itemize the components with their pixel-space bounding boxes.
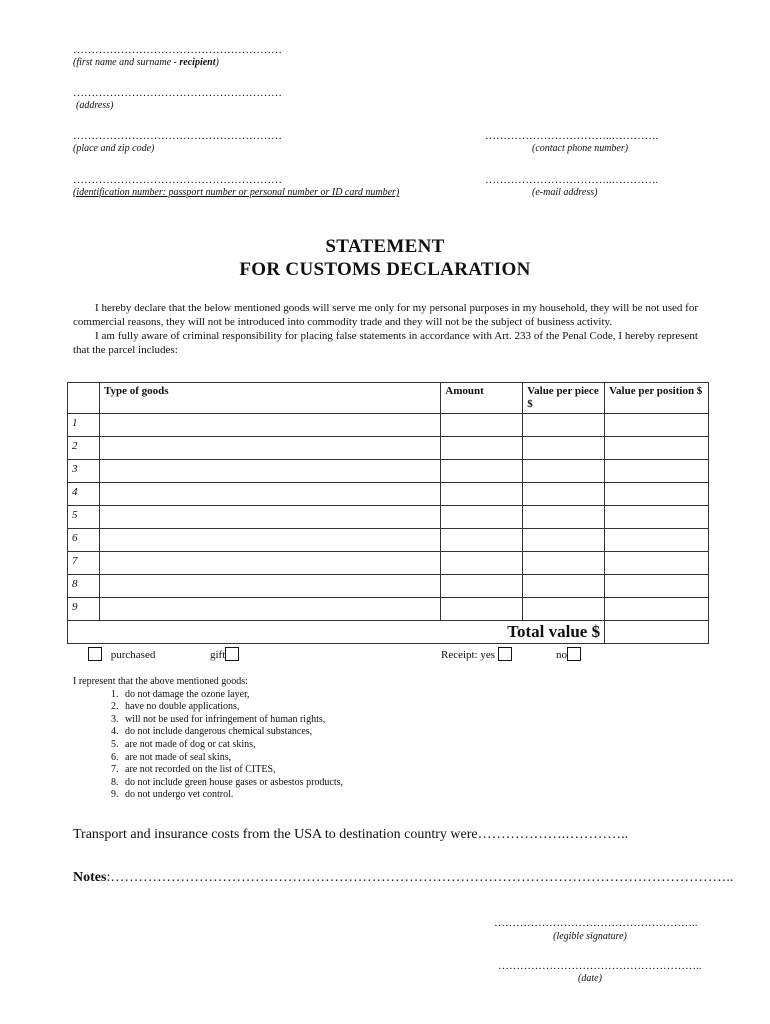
declaration bbox=[73, 301, 698, 357]
address-dots[interactable]: ………………………………………………… bbox=[73, 87, 282, 99]
represent-intro: I represent that the above mentioned goods: bbox=[73, 676, 248, 687]
receipt-no-option bbox=[556, 647, 581, 661]
table-row bbox=[68, 483, 709, 506]
row-number: 7 bbox=[68, 552, 100, 575]
amount-cell[interactable] bbox=[441, 483, 523, 506]
receipt-no-checkbox[interactable] bbox=[567, 647, 581, 661]
list-item: 2. have no double applications, bbox=[121, 701, 343, 714]
amount-cell[interactable] bbox=[441, 506, 523, 529]
title-line2: FOR CUSTOMS DECLARATION bbox=[239, 259, 531, 280]
amount-cell[interactable] bbox=[441, 575, 523, 598]
amount-cell[interactable] bbox=[441, 460, 523, 483]
amount-cell[interactable] bbox=[441, 437, 523, 460]
value-position-cell[interactable] bbox=[605, 414, 709, 437]
phone-dots[interactable]: ……………………………..…………. bbox=[485, 130, 659, 142]
type-cell[interactable] bbox=[99, 506, 440, 529]
name-hint-a: (first name and surname - bbox=[73, 57, 180, 68]
value-piece-cell[interactable] bbox=[523, 506, 605, 529]
phone-hint: (contact phone number) bbox=[532, 143, 629, 154]
row-number: 5 bbox=[68, 506, 100, 529]
notes-label: Notes bbox=[73, 870, 107, 885]
type-cell[interactable] bbox=[99, 529, 440, 552]
value-position-cell[interactable] bbox=[605, 437, 709, 460]
transport-costs-line[interactable]: Transport and insurance costs from the USA to destination country were……………….………….. bbox=[73, 827, 629, 842]
value-piece-cell[interactable] bbox=[523, 598, 605, 621]
total-value-cell[interactable] bbox=[605, 621, 709, 644]
list-item: 1. do not damage the ozone layer, bbox=[121, 689, 343, 702]
receipt-no-label: no bbox=[556, 649, 567, 661]
represent-section bbox=[73, 676, 343, 802]
table-row bbox=[68, 460, 709, 483]
goods-table bbox=[67, 382, 709, 644]
header-num bbox=[68, 383, 100, 414]
value-piece-cell[interactable] bbox=[523, 483, 605, 506]
table-row bbox=[68, 598, 709, 621]
signature-dots[interactable]: ……………………………………………….. bbox=[494, 917, 698, 929]
value-piece-cell[interactable] bbox=[523, 529, 605, 552]
receipt-yes-option bbox=[441, 647, 512, 661]
type-cell[interactable] bbox=[99, 437, 440, 460]
type-cell[interactable] bbox=[99, 414, 440, 437]
id-dots[interactable]: ………………………………………………… bbox=[73, 174, 282, 186]
row-number: 1 bbox=[68, 414, 100, 437]
type-cell[interactable] bbox=[99, 598, 440, 621]
row-number: 2 bbox=[68, 437, 100, 460]
type-cell[interactable] bbox=[99, 483, 440, 506]
list-item: 6. are not made of seal skins, bbox=[121, 752, 343, 765]
declaration-p1: I hereby declare that the below mentioned goods will serve me only for my personal purposes in my household, they will be not used for commercial reasons, they will not be introduced into commodity trade and they will not be the subject of business activity. bbox=[73, 302, 698, 328]
table-row bbox=[68, 529, 709, 552]
table-row bbox=[68, 506, 709, 529]
receipt-label: Receipt: yes bbox=[441, 649, 496, 661]
row-number: 3 bbox=[68, 460, 100, 483]
value-position-cell[interactable] bbox=[605, 529, 709, 552]
email-dots[interactable]: ……………………………..…………. bbox=[485, 174, 659, 186]
value-piece-cell[interactable] bbox=[523, 414, 605, 437]
list-item: 8. do not include green house gases or asbestos products, bbox=[121, 777, 343, 790]
table-row bbox=[68, 552, 709, 575]
value-piece-cell[interactable] bbox=[523, 460, 605, 483]
value-position-cell[interactable] bbox=[605, 506, 709, 529]
value-piece-cell[interactable] bbox=[523, 575, 605, 598]
type-cell[interactable] bbox=[99, 460, 440, 483]
table-row bbox=[68, 414, 709, 437]
table-row bbox=[68, 575, 709, 598]
name-dots[interactable]: ………………………………………………… bbox=[73, 44, 282, 56]
total-label: Total value $ bbox=[68, 621, 605, 644]
row-number: 6 bbox=[68, 529, 100, 552]
header-value-piece: Value per piece $ bbox=[523, 383, 605, 414]
place-hint: (place and zip code) bbox=[73, 143, 155, 154]
list-item: 4. do not include dangerous chemical substances, bbox=[121, 726, 343, 739]
amount-cell[interactable] bbox=[441, 414, 523, 437]
signature-hint: (legible signature) bbox=[553, 931, 627, 942]
list-item: 3. will not be used for infringement of human rights, bbox=[121, 714, 343, 727]
header-value-position: Value per position $ bbox=[605, 383, 709, 414]
date-dots[interactable]: ……………………………………………….. bbox=[498, 960, 702, 972]
row-number: 8 bbox=[68, 575, 100, 598]
title-line1: STATEMENT bbox=[325, 236, 445, 257]
gift-label: gift bbox=[210, 649, 226, 661]
purchased-checkbox[interactable] bbox=[88, 647, 102, 661]
place-dots[interactable]: ………………………………………………… bbox=[73, 130, 282, 142]
value-position-cell[interactable] bbox=[605, 483, 709, 506]
table-header-row bbox=[68, 383, 709, 414]
notes-dots: :…………………………………………………………………………………………………………………….. bbox=[106, 870, 734, 885]
list-item: 9. do not undergo vet control. bbox=[121, 789, 343, 802]
purchased-option bbox=[88, 647, 155, 661]
list-item: 7. are not recorded on the list of CITES, bbox=[121, 764, 343, 777]
receipt-yes-checkbox[interactable] bbox=[498, 647, 512, 661]
list-item: 5. are not made of dog or cat skins, bbox=[121, 739, 343, 752]
email-hint: (e-mail address) bbox=[532, 187, 598, 198]
header-type: Type of goods bbox=[99, 383, 440, 414]
row-number: 9 bbox=[68, 598, 100, 621]
represent-list bbox=[73, 689, 343, 802]
value-position-cell[interactable] bbox=[605, 552, 709, 575]
name-hint-b: recipient bbox=[179, 57, 216, 68]
name-hint bbox=[73, 57, 219, 69]
amount-cell[interactable] bbox=[441, 598, 523, 621]
declaration-p2: I am fully aware of criminal responsibility for placing false statements in accordance with Art. 233 of the Penal Code, I hereby represent that the parcel includes: bbox=[73, 330, 698, 356]
gift-checkbox[interactable] bbox=[225, 647, 239, 661]
value-position-cell[interactable] bbox=[605, 598, 709, 621]
type-cell[interactable] bbox=[99, 575, 440, 598]
amount-cell[interactable] bbox=[441, 552, 523, 575]
gift-option bbox=[210, 647, 239, 661]
row-number: 4 bbox=[68, 483, 100, 506]
type-cell[interactable] bbox=[99, 552, 440, 575]
purchased-label: purchased bbox=[110, 649, 156, 661]
address-hint: (address) bbox=[76, 100, 114, 111]
header-amount: Amount bbox=[441, 383, 523, 414]
amount-cell[interactable] bbox=[441, 529, 523, 552]
date-hint: (date) bbox=[578, 973, 602, 984]
value-piece-cell[interactable] bbox=[523, 437, 605, 460]
id-hint: (identification number: passport number or personal number or ID card number) bbox=[73, 187, 400, 198]
value-position-cell[interactable] bbox=[605, 460, 709, 483]
notes-line[interactable] bbox=[73, 870, 733, 886]
table-row bbox=[68, 437, 709, 460]
value-piece-cell[interactable] bbox=[523, 552, 605, 575]
value-position-cell[interactable] bbox=[605, 575, 709, 598]
total-row bbox=[68, 621, 709, 644]
name-hint-c: ) bbox=[215, 57, 219, 68]
